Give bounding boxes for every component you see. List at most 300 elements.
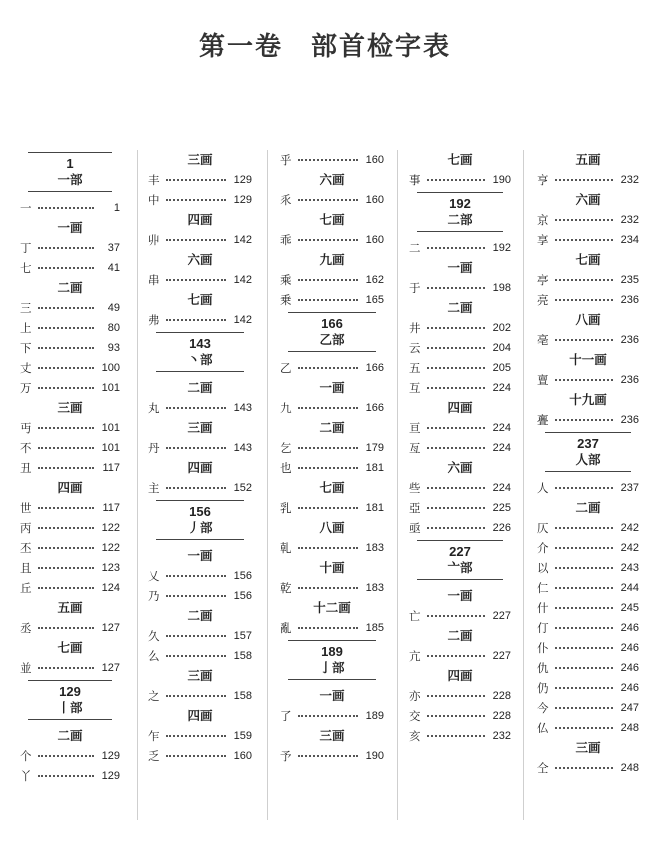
index-entry [537, 718, 639, 738]
dot-leader [166, 407, 226, 409]
entry-page-number: 179 [365, 442, 384, 454]
entry-character: 些 [409, 481, 421, 495]
entry-page-number: 227 [492, 610, 511, 622]
entry-page-number: 224 [492, 442, 511, 454]
index-entry [537, 410, 639, 430]
stroke-count-heading: 三画 [319, 728, 345, 743]
entry-page-number: 156 [233, 570, 252, 582]
entry-page-number: 236 [620, 294, 639, 306]
dot-leader [298, 467, 358, 469]
radical-name: 一部 [57, 172, 83, 187]
entry-page-number: 235 [620, 274, 639, 286]
entry-character: 弗 [148, 313, 160, 327]
index-entry [280, 358, 384, 378]
dot-leader [298, 587, 358, 589]
dot-leader [555, 339, 613, 341]
index-entry [409, 338, 511, 358]
entry-character: 亭 [537, 273, 549, 287]
entry-character: 予 [280, 749, 292, 763]
index-entry [148, 566, 252, 586]
index-entry [537, 538, 639, 558]
dot-leader [427, 615, 485, 617]
stroke-count-heading: 三画 [187, 668, 213, 683]
entry-page-number: 160 [365, 234, 384, 246]
index-entry [148, 726, 252, 746]
entry-character: 九 [280, 401, 292, 415]
index-entry [280, 498, 384, 518]
stroke-count-heading: 七画 [575, 252, 601, 267]
entry-character: 仄 [537, 521, 549, 535]
index-entry [409, 318, 511, 338]
entry-page-number: 101 [101, 382, 120, 394]
dot-leader [555, 607, 613, 609]
dot-leader [298, 715, 358, 717]
dot-leader [38, 775, 94, 777]
index-column-2 [148, 150, 252, 766]
entry-character: 乙 [280, 361, 292, 375]
stroke-count-heading: 二画 [319, 420, 345, 435]
dot-leader [38, 667, 94, 669]
index-entry [148, 398, 252, 418]
entry-page-number: 247 [620, 702, 639, 714]
stroke-count-heading: 六画 [575, 192, 601, 207]
column-divider [267, 150, 268, 820]
dot-leader [38, 367, 94, 369]
dot-leader [427, 427, 485, 429]
entry-character: 享 [537, 233, 549, 247]
entry-character: 仁 [537, 581, 549, 595]
radical-heading [545, 432, 631, 472]
entry-character: 一 [20, 201, 32, 215]
entry-character: 二 [409, 241, 421, 255]
index-entry [280, 618, 384, 638]
entry-character: 丞 [20, 621, 32, 635]
radical-page-number: 143 [189, 336, 211, 351]
entry-character: 仃 [537, 621, 549, 635]
entry-character: 七 [20, 261, 32, 275]
radical-name: 亠部 [447, 560, 473, 575]
entry-page-number: 232 [620, 174, 639, 186]
volume-label: 第一卷 [198, 32, 283, 62]
dot-leader [555, 547, 613, 549]
stroke-count-heading: 四画 [187, 460, 213, 475]
dot-leader [298, 627, 358, 629]
dot-leader [298, 447, 358, 449]
radical-heading [28, 152, 112, 192]
dot-leader [555, 379, 613, 381]
dot-leader [166, 595, 226, 597]
entry-character: 互 [409, 381, 421, 395]
stroke-count-heading: 二画 [187, 380, 213, 395]
index-entry [409, 498, 511, 518]
column-divider [137, 150, 138, 820]
index-entry [20, 298, 120, 318]
dot-leader [555, 567, 613, 569]
entry-page-number: 162 [365, 274, 384, 286]
entry-character: 上 [20, 321, 32, 335]
index-entry [409, 358, 511, 378]
dot-leader [427, 387, 485, 389]
entry-character: 丸 [148, 401, 160, 415]
dot-leader [427, 179, 485, 181]
index-entry [537, 170, 639, 190]
entry-character: 丹 [148, 441, 160, 455]
index-entry [537, 758, 639, 778]
index-entry [20, 458, 120, 478]
index-entry [20, 358, 120, 378]
dot-leader [38, 547, 94, 549]
entry-character: 乳 [280, 501, 292, 515]
index-entry [280, 458, 384, 478]
entry-character: 云 [409, 341, 421, 355]
index-entry [20, 238, 120, 258]
entry-character: 亢 [409, 649, 421, 663]
dot-leader [298, 299, 358, 301]
dot-leader [427, 367, 485, 369]
entry-character: 乹 [280, 541, 292, 555]
entry-page-number: 202 [492, 322, 511, 334]
entry-page-number: 228 [492, 690, 511, 702]
entry-page-number: 143 [233, 442, 252, 454]
entry-page-number: 158 [233, 650, 252, 662]
entry-page-number: 248 [620, 762, 639, 774]
entry-character: 不 [20, 441, 32, 455]
index-entry [148, 170, 252, 190]
entry-page-number: 160 [365, 194, 384, 206]
column-divider [397, 150, 398, 820]
entry-page-number: 204 [492, 342, 511, 354]
entry-character: 乘 [280, 273, 292, 287]
index-entry [20, 498, 120, 518]
stroke-count-heading: 一画 [447, 260, 473, 275]
radical-page-number: 129 [59, 684, 81, 699]
entry-character: 乎 [280, 153, 292, 167]
stroke-count-heading: 七画 [57, 640, 83, 655]
entry-character: 亮 [537, 293, 549, 307]
index-entry [537, 698, 639, 718]
entry-page-number: 181 [365, 462, 384, 474]
stroke-count-heading: 七画 [187, 292, 213, 307]
entry-page-number: 190 [492, 174, 511, 186]
index-entry [20, 418, 120, 438]
entry-page-number: 37 [107, 242, 120, 254]
index-entry [148, 626, 252, 646]
index-entry [148, 478, 252, 498]
stroke-count-heading: 四画 [187, 708, 213, 723]
dot-leader [427, 507, 485, 509]
dot-leader [555, 239, 613, 241]
entry-character: 亘 [409, 421, 421, 435]
entry-page-number: 198 [492, 282, 511, 294]
entry-page-number: 236 [620, 374, 639, 386]
stroke-count-heading: 五画 [57, 600, 83, 615]
dot-leader [298, 507, 358, 509]
radical-page-number: 189 [321, 644, 343, 659]
dot-leader [38, 387, 94, 389]
entry-character: 介 [537, 541, 549, 555]
entry-page-number: 183 [365, 542, 384, 554]
radical-name: 乙部 [319, 332, 345, 347]
index-entry [20, 766, 120, 786]
entry-page-number: 236 [620, 414, 639, 426]
index-entry [280, 290, 384, 310]
index-entry [537, 478, 639, 498]
entry-character: 亶 [537, 373, 549, 387]
index-entry [409, 478, 511, 498]
dot-leader [555, 527, 613, 529]
entry-page-number: 129 [233, 194, 252, 206]
entry-character: 亟 [409, 521, 421, 535]
dot-leader [555, 487, 613, 489]
dot-leader [427, 487, 485, 489]
dot-leader [298, 407, 358, 409]
entry-character: 仝 [537, 761, 549, 775]
dot-leader [38, 527, 94, 529]
dot-leader [38, 447, 94, 449]
entry-page-number: 246 [620, 642, 639, 654]
dot-leader [427, 347, 485, 349]
entry-character: 下 [20, 341, 32, 355]
entry-page-number: 122 [101, 522, 120, 534]
entry-page-number: 183 [365, 582, 384, 594]
stroke-count-heading: 十二画 [313, 600, 351, 615]
dot-leader [166, 319, 226, 321]
entry-page-number: 1 [113, 202, 120, 214]
stroke-count-heading: 十一画 [569, 352, 607, 367]
entry-character: 今 [537, 701, 549, 715]
index-entry [537, 578, 639, 598]
entry-character: 仏 [537, 721, 549, 735]
dot-leader [166, 755, 226, 757]
radical-page-number: 1 [66, 156, 74, 171]
dot-leader [298, 159, 358, 161]
radical-name: 二部 [447, 212, 473, 227]
index-entry [20, 746, 120, 766]
stroke-count-heading: 一画 [57, 220, 83, 235]
entry-page-number: 165 [365, 294, 384, 306]
dot-leader [38, 587, 94, 589]
index-column-3 [280, 150, 384, 766]
stroke-count-heading: 六画 [187, 252, 213, 267]
entry-page-number: 243 [620, 562, 639, 574]
index-entry [148, 310, 252, 330]
index-entry [280, 398, 384, 418]
radical-name: 人部 [575, 452, 601, 467]
index-entry [537, 330, 639, 350]
dot-leader [555, 687, 613, 689]
dot-leader [427, 327, 485, 329]
dot-leader [555, 419, 613, 421]
entry-page-number: 160 [365, 154, 384, 166]
radical-page-number: 156 [189, 504, 211, 519]
entry-page-number: 246 [620, 682, 639, 694]
index-entry [20, 658, 120, 678]
index-entry [148, 686, 252, 706]
index-entry [409, 238, 511, 258]
index-entry [409, 170, 511, 190]
entry-character: 久 [148, 629, 160, 643]
stroke-count-heading: 二画 [187, 608, 213, 623]
stroke-count-heading: 六画 [447, 460, 473, 475]
entry-character: 丙 [20, 521, 32, 535]
dot-leader [555, 179, 613, 181]
stroke-count-heading: 二画 [447, 628, 473, 643]
entry-page-number: 246 [620, 662, 639, 674]
stroke-count-heading: 二画 [447, 300, 473, 315]
entry-page-number: 142 [233, 234, 252, 246]
radical-heading [288, 640, 376, 680]
radical-page-number: 166 [321, 316, 343, 331]
dot-leader [166, 239, 226, 241]
stroke-count-heading: 三画 [57, 400, 83, 415]
dot-leader [555, 299, 613, 301]
index-column-1 [20, 150, 120, 786]
dot-leader [298, 199, 358, 201]
dot-leader [555, 587, 613, 589]
dot-leader [427, 247, 485, 249]
radical-heading [288, 312, 376, 352]
stroke-count-heading: 二画 [575, 500, 601, 515]
stroke-count-heading: 四画 [447, 400, 473, 415]
entry-character: 串 [148, 273, 160, 287]
stroke-count-heading: 三画 [575, 740, 601, 755]
radical-heading [28, 680, 112, 720]
entry-character: 乗 [280, 293, 292, 307]
entry-character: 亨 [537, 173, 549, 187]
dot-leader [298, 755, 358, 757]
entry-character: 乖 [280, 233, 292, 247]
index-entry [409, 278, 511, 298]
entry-page-number: 166 [365, 402, 384, 414]
entry-character: 仍 [537, 681, 549, 695]
entry-page-number: 224 [492, 382, 511, 394]
entry-character: 亹 [537, 413, 549, 427]
entry-page-number: 49 [107, 302, 120, 314]
entry-character: 仆 [537, 641, 549, 655]
dot-leader [166, 279, 226, 281]
index-entry [537, 230, 639, 250]
entry-page-number: 232 [492, 730, 511, 742]
entry-character: 丈 [20, 361, 32, 375]
stroke-count-heading: 八画 [575, 312, 601, 327]
index-entry [537, 210, 639, 230]
index-entry [20, 318, 120, 338]
dot-leader [38, 267, 94, 269]
stroke-count-heading: 十画 [319, 560, 345, 575]
index-entry [280, 746, 384, 766]
index-entry [409, 646, 511, 666]
dot-leader [298, 547, 358, 549]
index-entry [20, 378, 120, 398]
radical-heading [417, 192, 503, 232]
stroke-count-heading: 七画 [319, 480, 345, 495]
index-heading: 部首检字表 [311, 32, 452, 62]
entry-page-number: 100 [101, 362, 120, 374]
entry-character: 主 [148, 481, 160, 495]
index-entry [537, 658, 639, 678]
index-entry [280, 190, 384, 210]
index-entry [20, 558, 120, 578]
index-entry [280, 538, 384, 558]
column-divider [523, 150, 524, 820]
index-entry [409, 438, 511, 458]
index-entry [148, 586, 252, 606]
index-column-5 [537, 150, 639, 778]
dot-leader [555, 219, 613, 221]
index-entry [537, 678, 639, 698]
entry-character: 京 [537, 213, 549, 227]
index-entry [280, 578, 384, 598]
stroke-count-heading: 五画 [575, 152, 601, 167]
entry-character: 丰 [148, 173, 160, 187]
dot-leader [166, 179, 226, 181]
entry-page-number: 189 [365, 710, 384, 722]
index-entry [20, 198, 120, 218]
entry-character: 亥 [409, 729, 421, 743]
dot-leader [38, 247, 94, 249]
entry-page-number: 80 [107, 322, 120, 334]
entry-page-number: 227 [492, 650, 511, 662]
entry-character: 丁 [20, 241, 32, 255]
entry-page-number: 244 [620, 582, 639, 594]
dot-leader [555, 707, 613, 709]
dot-leader [427, 715, 485, 717]
dot-leader [38, 307, 94, 309]
dot-leader [166, 447, 226, 449]
entry-character: 中 [148, 193, 160, 207]
entry-page-number: 181 [365, 502, 384, 514]
dot-leader [166, 199, 226, 201]
entry-page-number: 224 [492, 482, 511, 494]
radical-page-number: 192 [449, 196, 471, 211]
index-entry [280, 150, 384, 170]
stroke-count-heading: 一画 [319, 688, 345, 703]
entry-character: 亂 [280, 621, 292, 635]
entry-character: 了 [280, 709, 292, 723]
entry-character: 乾 [280, 581, 292, 595]
radical-name: 丨部 [57, 700, 83, 715]
dot-leader [298, 239, 358, 241]
entry-page-number: 205 [492, 362, 511, 374]
dot-leader [38, 467, 94, 469]
index-entry [20, 258, 120, 278]
entry-character: 且 [20, 561, 32, 575]
entry-character: 並 [20, 661, 32, 675]
radical-heading [156, 500, 244, 540]
entry-page-number: 242 [620, 542, 639, 554]
stroke-count-heading: 六画 [319, 172, 345, 187]
entry-character: 乍 [148, 729, 160, 743]
entry-page-number: 152 [233, 482, 252, 494]
index-entry [148, 646, 252, 666]
dot-leader [166, 695, 226, 697]
index-entry [537, 270, 639, 290]
dot-leader [166, 655, 226, 657]
dot-leader [166, 735, 226, 737]
stroke-count-heading: 九画 [319, 252, 345, 267]
stroke-count-heading: 七画 [319, 212, 345, 227]
entry-page-number: 129 [233, 174, 252, 186]
index-column-4 [409, 150, 511, 746]
entry-character: 乃 [148, 589, 160, 603]
entry-character: 人 [537, 481, 549, 495]
dot-leader [427, 287, 485, 289]
entry-page-number: 122 [101, 542, 120, 554]
index-entry [537, 638, 639, 658]
entry-page-number: 123 [101, 562, 120, 574]
index-entry [20, 618, 120, 638]
radical-name: 丿部 [187, 520, 213, 535]
